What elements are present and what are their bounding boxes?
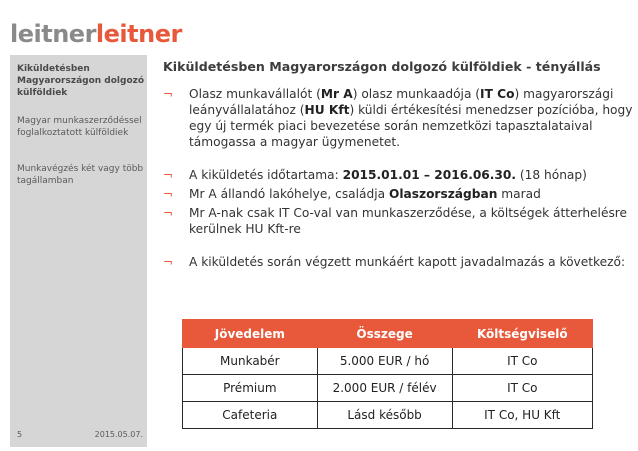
table-cell: 2.000 EUR / félév (317, 375, 452, 402)
sidebar (10, 55, 147, 447)
table-cell: Cafeteria (183, 402, 318, 429)
table-header: Összege (317, 320, 452, 348)
sidebar-active-section[interactable]: Kiküldetésben Magyarországon dolgozó külföldiek (17, 64, 145, 98)
page-number: 5 (17, 430, 23, 439)
bullet-item: ¬ A kiküldetés során végzett munkáért kapott javadalmazás a következő: (163, 255, 626, 269)
bullet-item: ¬ Mr A-nak csak IT Co-val van munkaszerződése, a költségek átterhelésre kerülnek HU Kft-re (163, 206, 628, 236)
table-cell: 5.000 EUR / hó (317, 348, 452, 375)
bullet-mark-icon: ¬ (163, 255, 174, 269)
table-cell: IT Co (452, 375, 592, 402)
table-header: Jövedelem (183, 320, 318, 348)
bullet-mark-icon: ¬ (163, 87, 174, 101)
table-cell: IT Co (452, 348, 592, 375)
bullet-mark-icon: ¬ (163, 187, 174, 201)
bullet-mark-icon: ¬ (163, 206, 174, 220)
table-cell: Prémium (183, 375, 318, 402)
sidebar-item-hungarian-contract[interactable]: Magyar munkaszerződéssel foglalkoztatott külföldiek (17, 116, 142, 138)
table-cell: IT Co, HU Kft (452, 402, 592, 429)
bullet-item: ¬ A kiküldetés időtartama: 2015.01.01 – 2016.06.30. (18 hónap) (163, 168, 587, 182)
bullet-item: ¬ Olasz munkavállalót (Mr A) olasz munkaadója (IT Co) magyarországi leányvállalatához (HU Kft) küldi értékesítési menedzser pozícióba, hogy egy új termék piaci bevezetése során nemzetközi tapasztalataival támogassa a magyar ügymenetet. (163, 87, 633, 149)
slide-title: Kiküldetésben Magyarországon dolgozó külföldiek - tényállás (163, 59, 601, 74)
sidebar-footer (17, 430, 143, 439)
leitner-logo (10, 22, 182, 46)
table-header-row (183, 320, 593, 348)
table-cell: Munkabér (183, 348, 318, 375)
slide-date: 2015.05.07. (94, 430, 143, 439)
logo-text-orange: leitner (95, 20, 182, 48)
compensation-table (182, 319, 593, 429)
logo-text-grey: leitner (10, 20, 96, 48)
table-row (183, 375, 593, 402)
table-row (183, 348, 593, 375)
bullet-item: ¬ Mr A állandó lakóhelye, családja Olaszországban marad (163, 187, 541, 201)
table-row (183, 402, 593, 429)
sidebar-item-multi-state-work[interactable]: Munkavégzés két vagy több tagállamban (17, 164, 144, 186)
bullet-list (163, 86, 633, 270)
bullet-mark-icon: ¬ (163, 168, 174, 182)
table-header: Költségviselő (452, 320, 592, 348)
table-cell: Lásd később (317, 402, 452, 429)
